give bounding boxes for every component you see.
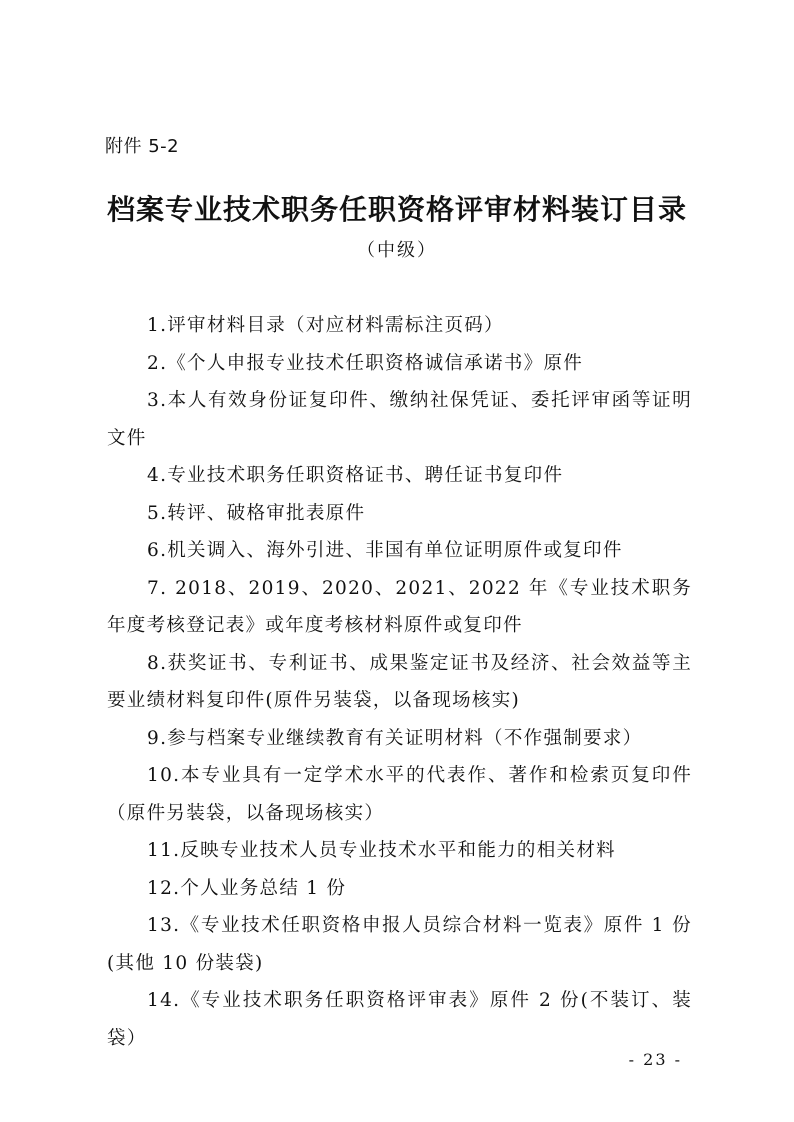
list-item: 13.《专业技术任职资格申报人员综合材料一览表》原件 1 份(其他 10 份装袋) [107,915,692,974]
page-number: - 23 - [628,1050,682,1069]
list-item: 7. 2018、2019、2020、2021、2022 年《专业技术职务年度考核登记表》或年度考核材料原件或复印件 [107,577,692,636]
list-item: 5.转评、破格审批表原件 [147,502,366,524]
materials-list [107,307,692,1057]
attachment-label: 附件 5-2 [105,136,180,157]
list-item: 2.《个人申报专业技术任职资格诚信承诺书》原件 [147,352,584,374]
list-item: 4.专业技术职务任职资格证书、聘任证书复印件 [147,465,564,486]
document-title: 档案专业技术职务任职资格评审材料装订目录 [106,193,687,226]
document-subtitle: （中级） [357,240,437,261]
list-item: 6.机关调入、海外引进、非国有单位证明原件或复印件 [147,540,623,561]
list-item: 9.参与档案专业继续教育有关证明材料（不作强制要求） [147,727,643,749]
list-item: 11.反映专业技术人员专业技术水平和能力的相关材料 [147,840,616,861]
list-item: 14.《专业技术职务任职资格评审表》原件 2 份(不装订、装袋） [107,990,693,1049]
list-item: 1.评审材料目录（对应材料需标注页码） [147,315,504,336]
list-item: 8.获奖证书、专利证书、成果鉴定证书及经济、社会效益等主要业绩材料复印件(原件另装袋，以备现场核实) [107,652,692,711]
list-item: 12.个人业务总结 1 份 [147,877,347,899]
list-item: 10.本专业具有一定学术水平的代表作、著作和检索页复印件（原件另装袋，以备现场核实） [107,765,692,824]
list-item: 3.本人有效身份证复印件、缴纳社保凭证、委托评审函等证明文件 [107,390,692,449]
